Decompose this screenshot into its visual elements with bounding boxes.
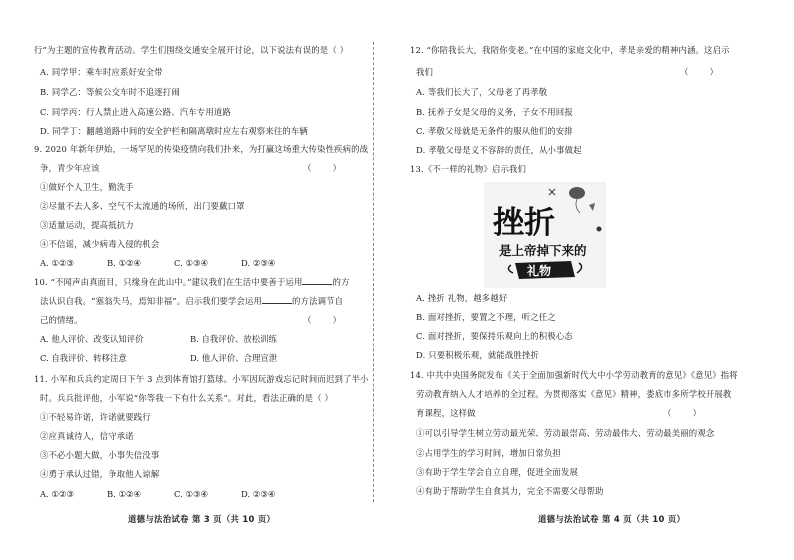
q10-line1-text: 10. “不闻声由真面目，只缘身在此山中。”建议我们在生活中要善于运用: [34, 277, 303, 287]
q13-illustration: [479, 181, 611, 289]
q11-item-1: ①不轻易许诺，许诺就要践行: [40, 412, 151, 422]
q11-item-2: ②应真诚待人，信守承诺: [40, 431, 134, 441]
q10-blank-1: [302, 277, 332, 285]
q11-item-4: ④勇于承认过错，争取他人谅解: [40, 469, 160, 479]
q8-option-c: C. 同学丙：行人禁止进入高速公路、汽车专用道路: [40, 107, 231, 117]
q14-item-2: ②占用学生的学习时间，增加日常负担: [416, 448, 561, 458]
q8-intro: 行”为主题的宣传教育活动。学生们围绕交通安全展开讨论，以下说法有误的是（ ）: [34, 45, 349, 55]
q11-choice-b: B. ①②④: [107, 489, 142, 499]
q9-item-4: ④不信谣，减少病毒入侵的机会: [40, 239, 160, 249]
q11-stem-line1: 11. 小军和兵兵约定周日下午 3 点到体育馆打篮球。小军因玩游戏忘记时间而迟到了半小: [34, 374, 369, 384]
q13-option-b: B. 面对挫折，要置之不理，听之任之: [416, 312, 556, 322]
q9-choices: [40, 258, 340, 269]
q9-stem-line2: 争，青少年应该: [40, 163, 100, 173]
q10-stem-line3: 己的情绪。: [40, 315, 83, 325]
q10-line2-text: 法认识自我。“塞翁失马，焉知非福”。启示我们要学会运用: [40, 296, 262, 306]
q9-answer-paren: （ ）: [303, 163, 342, 173]
q12-option-b: B. 抚养子女是父母的义务，子女不用回报: [416, 107, 573, 117]
q9-choice-b: B. ①②④: [107, 258, 142, 268]
q13-option-d: D. 只要积极乐观，就能战胜挫折: [416, 350, 540, 360]
left-page: [0, 0, 372, 560]
q9-item-1: ①做好个人卫生，勤洗手: [40, 182, 134, 192]
q11-choice-c: C. ①③④: [174, 489, 208, 499]
q11-stem-line2: 时。兵兵批评他，小军说“你等我一下有什么关系”。对此，看法正确的是（ ）: [40, 393, 333, 403]
q12-option-a: A. 等我们长大了，父母老了再孝敬: [416, 87, 548, 97]
q9-choice-c: C. ①③④: [174, 258, 208, 268]
q10-choice-c: C. 自我评价、转移注意: [40, 353, 127, 363]
figure-gift-label: 礼物: [527, 264, 552, 278]
column-divider: [373, 42, 374, 502]
q11-choice-d: D. ②③④: [241, 489, 276, 499]
left-page-footer: 道德与法治试卷 第 3 页（共 10 页）: [128, 514, 276, 524]
q10-line1-tail: 的方: [332, 277, 350, 287]
q11-choice-a: A. ①②③: [40, 489, 74, 499]
gift-ribbon: [508, 261, 581, 279]
q14-item-4: ④有助于帮助学生自食其力，完全不需要父母帮助: [416, 486, 604, 496]
q10-choice-b: B. 自我评价、放松训练: [190, 334, 277, 344]
q9-choice-a: A. ①②③: [40, 258, 74, 268]
figure-subtitle: 是上帝掉下来的: [499, 243, 587, 258]
q10-answer-paren: （ ）: [303, 315, 342, 325]
q10-line2-tail: 的方法调节自: [292, 296, 344, 306]
q8-option-b: B. 同学乙：等候公交车时不追逐打闹: [40, 87, 180, 97]
q14-stem-line1: 14. 中共中央国务院发布《关于全面加强新时代大中小学劳动教育的意见》《意见》指将: [410, 370, 738, 380]
q9-choice-d: D. ②③④: [241, 258, 276, 268]
q13-option-c: C. 面对挫折，要保持乐观向上的积极心态: [416, 331, 573, 341]
q9-item-3: ③适量运动，提高抵抗力: [40, 220, 134, 230]
q10-stem-line2: [40, 296, 343, 307]
q9-item-2: ②尽量不去人多、空气不太流通的场所，出门要戴口罩: [40, 201, 245, 211]
q10-choice-a: A. 他人评价、改变认知评价: [40, 334, 144, 344]
q8-option-a: A. 同学甲：乘车时应系好安全带: [40, 67, 163, 77]
setback-gift-picture: [479, 181, 611, 289]
q14-answer-paren: （ ）: [663, 408, 702, 418]
q10-choices-row1: [40, 334, 340, 345]
q10-stem-line1: [34, 277, 350, 288]
q9-stem-line1: 9. 2020 年新年伊始，一场罕见的传染疫情向我们扑来，为打赢这场重大传染性疾病的战: [34, 144, 369, 154]
q14-item-3: ③有助于学生学会自立自理，促进全面发展: [416, 467, 578, 477]
q11-choices: [40, 489, 340, 500]
q14-stem-line2: 劳动教育纳入人才培养的全过程。为贯彻落实《意见》精神，娄底市多所学校开展教: [416, 389, 732, 399]
q14-stem-line3: 育课程，这样做: [416, 408, 476, 418]
q10-choices-row2: [40, 353, 340, 364]
q12-stem-line1: 12. “你陪我长大，我陪你变老。”在中国的家庭文化中，孝是亲爱的精神内涵。这启示: [410, 45, 730, 55]
q10-choice-d: D. 他人评价、合理宣泄: [190, 353, 278, 363]
q13-stem: 13.《不一样的礼物》启示我们: [410, 164, 527, 174]
q12-option-c: C. 孝敬父母就是无条件的服从他们的安排: [416, 126, 573, 136]
q12-answer-paren: （ ）: [680, 67, 719, 77]
q8-option-d: D. 同学丁：翻越道路中间的安全护栏和隔离墩时应左右观察来往的车辆: [40, 126, 308, 136]
q12-option-d: D. 孝敬父母是义不容辞的责任，从小事做起: [416, 145, 582, 155]
q10-blank-2: [262, 296, 292, 304]
right-page-footer: 道德与法治试卷 第 4 页（共 10 页）: [538, 514, 686, 524]
q13-option-a: A. 挫折 礼物，越多越好: [416, 293, 508, 303]
q11-item-3: ③不必小题大做，小事失信没事: [40, 450, 160, 460]
q14-item-1: ①可以引导学生树立劳动最光荣、劳动最崇高、劳动最伟大、劳动最美丽的观念: [416, 428, 715, 438]
q12-stem-line2: 我们: [416, 67, 434, 77]
figure-title: 挫折: [493, 205, 555, 241]
